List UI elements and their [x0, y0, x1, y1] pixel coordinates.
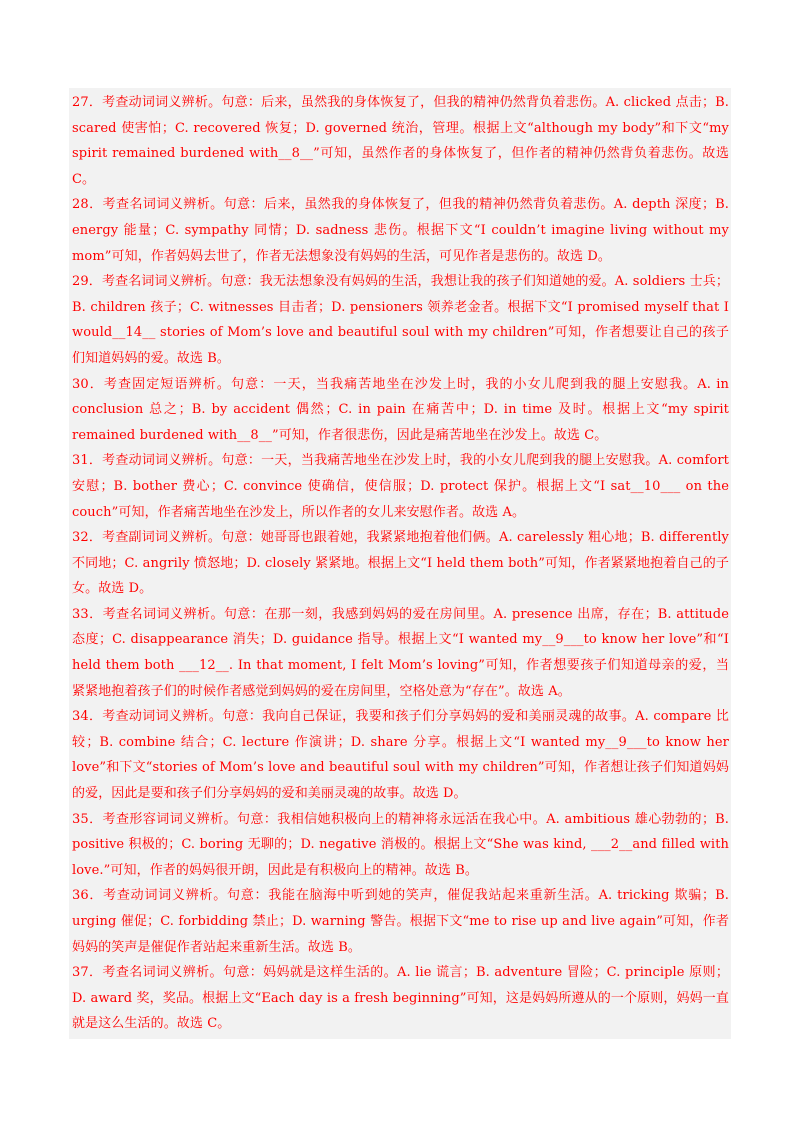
explanation-34: 34．考查动词词义辨析。句意：我向自己保证，我要和孩子们分享妈妈的爱和美丽灵魂的故事。A. compare 比较；B. combine 结合；C. lecture 作演讲；D. share 分享。根据上文“I wanted my__9___to know her love”和下文“stories of Mom’s love and beautiful soul with my children”可知，作者想让孩子们知道妈妈的爱，因此是要和孩子们分享妈妈的爱和美丽灵魂的故事。故选 D。	[72, 709, 729, 802]
explanation-27: 27．考查动词词义辨析。句意：后来，虽然我的身体恢复了，但我的精神仍然背负着悲伤。A. clicked 点击；B. scared 使害怕；C. recovered 恢复；D. governed 统治，管理。根据上文“although my body”和下文“my spirit remained burdened with__8__”可知，虽然作者的身体恢复了，但作者的精神仍然背负着悲伤。故选 C。	[72, 95, 729, 187]
explanation-29: 29．考查名词词义辨析。句意：我无法想象没有妈妈的生活，我想让我的孩子们知道她的爱。A. soldiers 士兵；B. children 孩子；C. witnesses 目击者；D. pensioners 领养老金者。根据下文“I promised myself that I would__14__ stories of Mom’s love and beautiful soul with my children”可知，作者想要让自己的孩子们知道妈妈的爱。故选 B。	[72, 274, 729, 366]
explanation-32: 32．考查副词词义辨析。句意：她哥哥也跟着她，我紧紧地抱着他们俩。A. carelessly 粗心地；B. differently 不同地；C. angrily 愤怒地；D. closely 紧紧地。根据上文“I held them both”可知，作者紧紧地抱着自己的子女。故选 D。	[72, 530, 729, 597]
explanation-35: 35．考查形容词词义辨析。句意：我相信她积极向上的精神将永远活在我心中。A. ambitious 雄心勃勃的；B. positive 积极的；C. boring 无聊的；D. negative 消极的。根据上文“She was kind, ___2__and filled with love.”可知，作者的妈妈很开朗，因此是有积极向上的精神。故选 B。	[72, 811, 729, 878]
explanation-33: 33．考查名词词义辨析。句意：在那一刻，我感到妈妈的爱在房间里。A. presence 出席，存在；B. attitude 态度；C. disappearance 消失；D. guidance 指导。根据上文“I wanted my__9___to know her love”和“I held them both ___12__. In that moment, I felt Mom’s loving”可知，作者想要孩子们知道母亲的爱，当紧紧地抱着孩子们的时候作者感觉到妈妈的爱在房间里，空格处意为“存在”。故选 A。	[72, 606, 729, 699]
explanation-30: 30．考查固定短语辨析。句意：一天，当我痛苦地坐在沙发上时，我的小女儿爬到我的腿上安慰我。A. in conclusion 总之；B. by accident 偶然；C. in pain 在痛苦中；D. in time 及时。根据上文“my spirit remained burdened with__8__”可知，作者很悲伤，因此是痛苦地坐在沙发上。故选 C。	[72, 376, 729, 443]
explanation-36: 36．考查动词词义辨析。句意：我能在脑海中听到她的笑声，催促我站起来重新生活。A. tricking 欺骗；B. urging 催促；C. forbidding 禁止；D. warning 警告。根据下文“me to rise up and live again”可知，作者妈妈的笑声是催促作者站起来重新生活。故选 B。	[72, 888, 729, 955]
explanation-37: 37．考查名词词义辨析。句意：妈妈就是这样生活的。A. lie 谎言；B. adventure 冒险；C. principle 原则；D. award 奖，奖品。根据上文“Each day is a fresh beginning”可知，这是妈妈所遵从的一个原则，妈妈一直就是这么生活的。故选 C。	[72, 965, 729, 1032]
explanation-31: 31．考查动词词义辨析。句意：一天，当我痛苦地坐在沙发上时，我的小女儿爬到我的腿上安慰我。A. comfort 安慰；B. bother 费心；C. convince 使确信，使信服；D. protect 保护。根据上文“I sat__10___ on the couch”可知，作者痛苦地坐在沙发上，所以作者的女儿来安慰作者。故选 A。	[72, 453, 729, 520]
answer-explanations	[69, 88, 731, 1039]
explanation-28: 28．考查名词词义辨析。句意：后来，虽然我的身体恢复了，但我的精神仍然背负着悲伤。A. depth 深度；B. energy 能量；C. sympathy 同情；D. sadness 悲伤。根据下文“I couldn’t imagine living without my mom”可知，作者妈妈去世了，作者无法想象没有妈妈的生活，可见作者是悲伤的。故选 D。	[72, 197, 729, 264]
